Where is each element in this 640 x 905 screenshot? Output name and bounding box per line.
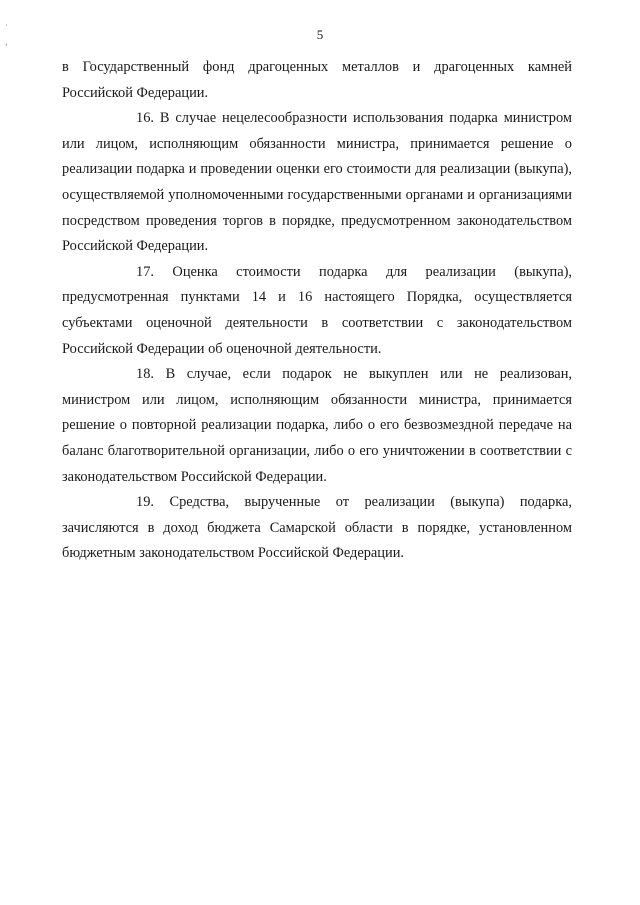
paragraph-text: Оценка стоимости подарка для реализации (выкупа), предусмотренная пунктами 14 и 16 настоящего Порядка, осуществляется субъектами оценочной деятельности в соответствии с законодательством Российской Федерации об оценочной деятельности. bbox=[62, 263, 572, 357]
paragraph-16 bbox=[62, 106, 572, 260]
paragraph-number: 17. bbox=[136, 263, 154, 280]
paragraph-19 bbox=[62, 490, 572, 567]
paragraph-number: 19. bbox=[136, 494, 154, 511]
paragraph-18 bbox=[62, 362, 572, 490]
paragraph-number: 18. bbox=[136, 366, 154, 383]
paragraph-text: В случае нецелесообразности использования подарка министром или лицом, исполняющим обязанности министра, принимается решение о реализации подарка и проведении оценки его стоимости для реализации (выкупа), осуществляемой уполномоченными государственными органами и организациями посредством проведения торгов в порядке, предусмотренном законодательством Российской Федерации. bbox=[62, 110, 572, 255]
paragraph-continuation bbox=[62, 55, 572, 106]
paragraph-text: Средства, вырученные от реализации (выкупа) подарка, зачисляются в доход бюджета Самарской области в порядке, установленном бюджетным законодательством Российской Федерации. bbox=[62, 494, 572, 562]
margin-scan-mark: ‘ bbox=[5, 42, 8, 51]
paragraph-text: в Государственный фонд драгоценных металлов и драгоценных камней Российской Федерации. bbox=[62, 59, 572, 101]
paragraph-text: В случае, если подарок не выкуплен или не реализован, министром или лицом, исполняющим обязанности министра, принимается решение о повторной реализации подарка, либо о его безвозмездной передаче на баланс благотворительной организации, либо о его уничтожении в соответствии с законодательством Российской Федерации. bbox=[62, 366, 572, 485]
paragraph-number: 16. bbox=[136, 110, 154, 127]
document-body bbox=[62, 55, 572, 567]
margin-scan-mark: ˙ bbox=[5, 23, 8, 32]
paragraph-17 bbox=[62, 260, 572, 362]
page-number: 5 bbox=[316, 27, 324, 42]
